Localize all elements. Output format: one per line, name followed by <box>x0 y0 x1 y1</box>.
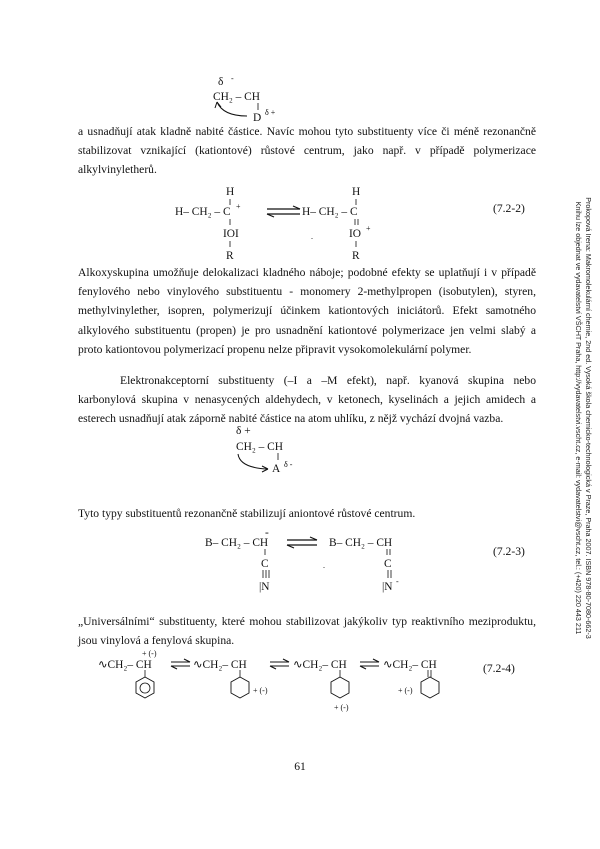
svg-text:∿CH₂– CH: ∿CH₂– CH <box>293 659 347 671</box>
ch2-ch-label: CH₂ – CH <box>213 91 261 103</box>
d-label: D <box>253 112 262 124</box>
svg-text:IOI: IOI <box>223 228 239 240</box>
paragraph-3: Elektronakceptorní substituenty (–I a –M efekt), např. kyanová skupina nebo karbonylová skupina v nenasycených aldehydech, v ketonech, kyselinách a jejich amidech a esterech usnadňují atak záporně nabité částice na atom uhlíku, z nějž vychází dvojná vazba. <box>78 374 536 426</box>
svg-text:-: - <box>231 74 234 83</box>
svg-text:IO: IO <box>349 228 362 240</box>
svg-text:B– CH₂ – CH: B– CH₂ – CH <box>329 537 393 549</box>
svg-text:δ +: δ + <box>265 108 276 117</box>
svg-text:|N: |N <box>382 581 393 593</box>
svg-text:H– CH₂ – C: H– CH₂ – C <box>175 206 231 218</box>
paragraph-5: „Universálními“ substituenty, které mohou stabilizovat jakýkoliv typ reaktivního meziproduktu, jsou vinylová a fenylová skupina. <box>78 615 536 648</box>
svg-text:H– CH₂ – C: H– CH₂ – C <box>302 206 358 218</box>
equation-number-7-2-3: (7.2-3) <box>493 545 525 558</box>
delta-minus-label: δ <box>218 76 224 88</box>
copyright-sidebar: Prokopová Irena: Makromolekulární chemie, 2nd ed. Vysoká škola chemicko-technologická v Praze, Praha 2007. ISBN 978-80-7080-662-3 Knihu lze objednat ve vydavatelství VŠCHT Praha, http://vydavatelstvi.vscht.cz, e-mail: vydavatelstvi@vscht.cz, tel.: (+420) 220 443 211 <box>574 197 593 639</box>
svg-text:+ (-): + (-) <box>253 686 268 695</box>
scheme-7-2-3 <box>205 527 465 595</box>
scheme-acceptor-substituent <box>226 422 306 482</box>
svg-text:B– CH₂ – CH: B– CH₂ – CH <box>205 537 269 549</box>
svg-text:R: R <box>226 250 234 262</box>
svg-text:CH₂ – CH: CH₂ – CH <box>236 441 284 453</box>
scheme-7-2-4 <box>98 648 458 728</box>
svg-text:A: A <box>272 463 281 475</box>
svg-text:C: C <box>384 558 392 570</box>
scheme-7-2-2 <box>175 183 475 263</box>
svg-text:∿CH₂– CH: ∿CH₂– CH <box>193 659 247 671</box>
svg-text:H: H <box>352 186 361 198</box>
svg-text:|N: |N <box>259 581 270 593</box>
svg-text:R: R <box>352 250 360 262</box>
equation-number-7-2-2: (7.2-2) <box>493 202 525 215</box>
svg-text:+: + <box>236 202 241 211</box>
svg-text:∿CH₂– CH: ∿CH₂– CH <box>98 659 152 671</box>
svg-text:H: H <box>226 186 235 198</box>
svg-text:C: C <box>261 558 269 570</box>
page-number: 61 <box>294 760 306 773</box>
svg-text:+ (-): + (-) <box>398 686 413 695</box>
svg-text:δ -: δ - <box>284 460 293 469</box>
svg-text:-: - <box>396 577 399 586</box>
paragraph-2: Alkoxyskupina umožňuje delokalizaci kladného náboje; podobné efekty se uplatňují i v případě fenylového nebo vinylového substituentu - monomery 2-methylpropen (isobutylen), styren, methylvinylether, isopren, polymerizují účinkem kationtových iniciátorů. Efekt samotného alkylového substituentu (propen) je pro usnadnění kationtové polymerizace jen velmi slabý a proto kationtovou polymerizací propenu nelze připravit vysokomolekulární polymer. <box>78 266 536 356</box>
equation-number-7-2-4: (7.2-4) <box>483 662 515 675</box>
paragraph-4: Tyto typy substituentů rezonančně stabilizují aniontové růstové centrum. <box>78 507 416 520</box>
svg-text:+ (-): + (-) <box>142 649 157 658</box>
svg-text:.: . <box>311 232 313 241</box>
svg-text:.: . <box>323 561 325 570</box>
svg-text:+: + <box>366 224 371 233</box>
svg-text:∿CH₂– CH: ∿CH₂– CH <box>383 659 437 671</box>
svg-text:+ (-): + (-) <box>334 703 349 712</box>
paragraph-1: a usnadňují atak kladně nabité částice. Navíc mohou tyto substituenty více či méně rezonančně stabilizovat vznikající (kationtové) růstové centrum, jako např. v případě polymerizace alkylvinyletherů. <box>78 125 536 177</box>
svg-text:-: - <box>265 527 269 539</box>
svg-text:δ +: δ + <box>236 425 251 437</box>
